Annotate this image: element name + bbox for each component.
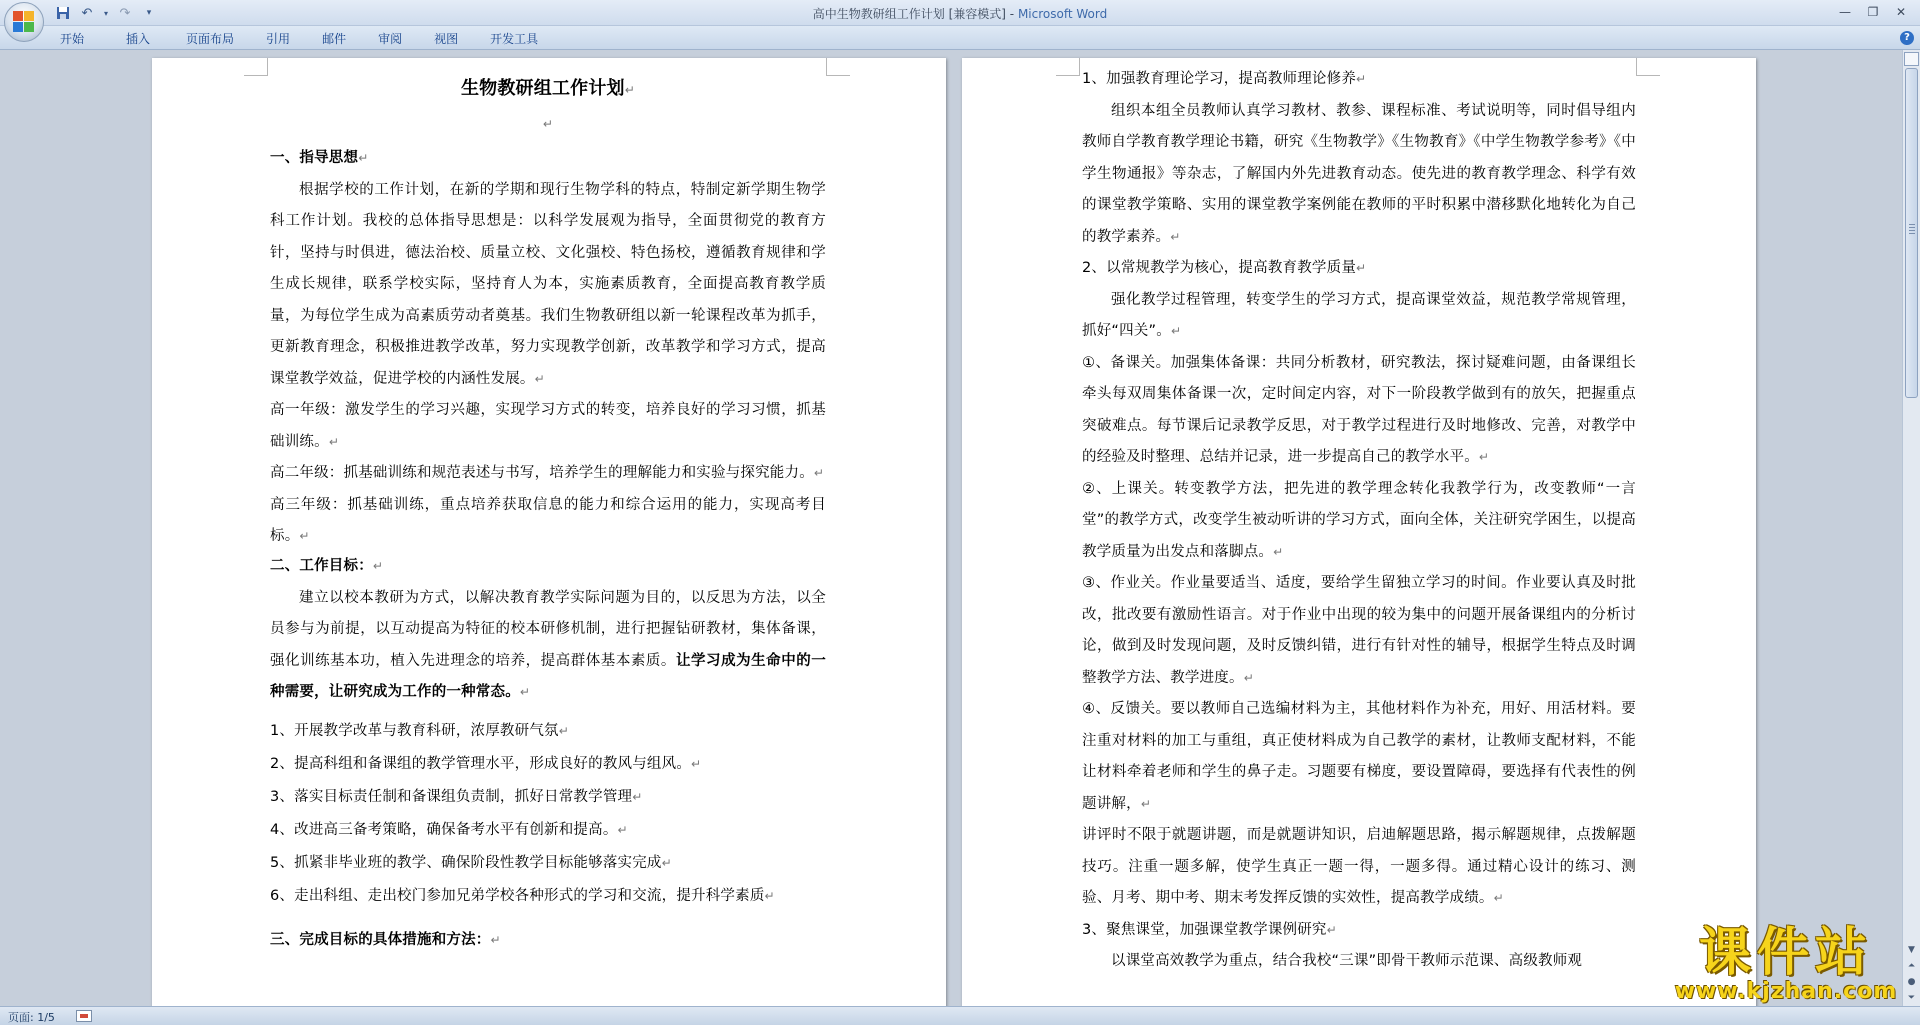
paragraph-mark: ↵	[764, 888, 775, 903]
empty-paragraph	[270, 105, 826, 143]
section-title: 3、聚焦课堂，加强课堂教学课例研究↵	[1082, 921, 1337, 938]
scrollbar-thumb[interactable]	[1905, 68, 1918, 398]
next-page-icon[interactable]: ⏷	[1907, 993, 1916, 1003]
scroll-down-arrow-icon[interactable]: ▼	[1908, 945, 1915, 955]
grip-icon	[1909, 224, 1915, 225]
paragraph-mark: ↵	[1170, 229, 1181, 244]
paragraph-mark: ↵	[534, 371, 545, 386]
goals-list	[270, 715, 826, 913]
paragraph-mark: ↵	[328, 434, 340, 449]
select-browse-object-icon[interactable]: ●	[1907, 977, 1916, 987]
ribbon-tabs	[48, 30, 564, 48]
tab-developer[interactable]: 开发工具	[490, 32, 539, 46]
watermark-logo	[1668, 923, 1904, 1004]
paragraph-mark: ↵	[558, 723, 569, 738]
tab-page-layout[interactable]: 页面布局	[186, 32, 235, 46]
dropdown-arrow-icon[interactable]: ▾	[103, 8, 108, 18]
paragraph: 以课堂高效教学为重点，结合我校“三课”即骨干教师示范课、高级教师观	[1111, 953, 1583, 969]
page-2[interactable]	[962, 58, 1756, 1006]
paragraph-grade-1: 高一年级：激发学生的学习兴趣，实现学习方式的转变，培养良好的学习习惯，抓基础训练。↵	[270, 402, 826, 450]
heading-measures: 三、完成目标的具体措施和方法：↵	[270, 931, 501, 948]
list-item: 2、提高科组和备课组的教学管理水平，形成良好的教风与组风。↵	[270, 755, 702, 772]
margin-corner-mark	[826, 58, 850, 76]
paragraph-mark: ↵	[624, 83, 636, 97]
page-1[interactable]	[152, 58, 946, 1006]
section-title: 1、加强教育理论学习，提高教师理论修养↵	[1082, 71, 1367, 87]
paragraph-guiding-thought: 根据学校的工作计划，在新的学期和现行生物学科的特点，特制定新学期生物学科工作计划。我校的总体指导思想是：以科学发展观为指导，全面贯彻党的教育方针，坚持与时俱进，德法治校、质量立校、文化强校、特色扬校，遵循教育规律和学生成长规律，联系学校实际，坚持育人为本，实施素质教育，全面提高教育教学质量，为每位学生成为高素质劳动者奠基。我们生物教研组以新一轮课程改革为抓手，更新教育理念，积极推进教学改革，努力实现教学创新，改革教学和学习方式，提高课堂教学效益，促进学校的内涵性发展。↵	[270, 181, 826, 387]
ribbon	[0, 26, 1920, 50]
paragraph-grade-3: 高三年级：抓基础训练，重点培养获取信息的能力和综合运用的能力，实现高考目标。↵	[270, 496, 826, 544]
paragraph-mark: ↵	[1326, 922, 1337, 937]
redo-icon[interactable]: ↷	[119, 5, 131, 21]
list-item: 6、走出科组、走出校门参加兄弟学校各种形式的学习和交流，提升科学素质↵	[270, 887, 775, 904]
undo-icon[interactable]: ↶	[81, 5, 93, 21]
page-2-content[interactable]	[1082, 64, 1636, 978]
help-icon[interactable]: ?	[1900, 31, 1914, 45]
paragraph-mark: ↵	[691, 756, 702, 771]
paragraph-mark: ↵	[1356, 261, 1367, 275]
paragraph-mark: ↵	[813, 466, 825, 480]
paragraph-mark: ↵	[358, 151, 369, 165]
tab-mailings[interactable]: 邮件	[322, 32, 347, 46]
section-title: 2、以常规教学为核心，提高教育教学质量↵	[1082, 260, 1367, 276]
watermark-text: 课件站	[1698, 923, 1873, 983]
paragraph-item-1: ①、备课关。加强集体备课：共同分析教材，研究教法，探讨疑难问题，由备课组长牵头每双周集体备课一次，定时间定内容，对下一阶段教学做到有的放矢，把握重点突破难点。每节课后记录教学反思，对于教学过程进行及时地修改、完善，对教学中的经验及时整理、总结并记录，进一步提高自己的教学水平。↵	[1082, 354, 1636, 465]
scroll-bottom-controls	[1903, 942, 1920, 1006]
tab-view[interactable]: 视图	[434, 32, 459, 46]
status-bar	[0, 1006, 1920, 1025]
heading-work-goals: 二、工作目标：↵	[270, 557, 384, 574]
tab-home[interactable]: 开始	[60, 32, 85, 46]
paragraph-mark: ↵	[1170, 324, 1182, 338]
paragraph-mark: ↵	[519, 685, 531, 699]
title-bar	[0, 0, 1920, 26]
ruler-toggle-icon[interactable]	[1904, 52, 1919, 66]
customize-icon[interactable]: ▾	[146, 8, 152, 18]
window-title	[0, 5, 1920, 22]
list-item: 4、改进高三备考策略，确保备考水平有创新和提高。↵	[270, 821, 628, 838]
paragraph-item-4: ④、反馈关。要以教师自己选编材料为主，其他材料作为补充，用好、用活材料。要注重对材料的加工与重组，真正使材料成为自己教学的素材，让教师支配材料，不能让材料牵着老师和学生的鼻子走。习题要有梯度，要设置障碍，要选择有代表性的例题讲解，↵	[1082, 701, 1636, 812]
paragraph: 强化教学过程管理，转变学生的学习方式，提高课堂效益，规范教学常规管理，抓好“四关”。↵	[1082, 291, 1636, 339]
list-item: 5、抓紧非毕业班的教学、确保阶段性教学目标能够落实完成↵	[270, 854, 672, 871]
restore-icon[interactable]: ❐	[1867, 5, 1879, 19]
paragraph-mark: ↵	[372, 558, 384, 573]
paragraph-mark: ↵	[617, 822, 628, 837]
paragraph-mark: ↵	[1273, 544, 1284, 559]
margin-corner-mark	[244, 58, 268, 76]
page-1-content[interactable]	[270, 68, 826, 956]
document-area[interactable]	[0, 50, 1902, 1006]
paragraph-mark: ↵	[661, 855, 672, 870]
previous-page-icon[interactable]: ⏶	[1907, 961, 1916, 971]
heading-guiding-thought: 一、指导思想↵	[270, 150, 369, 166]
close-icon[interactable]: ✕	[1895, 5, 1907, 19]
document-title: 生物教研组工作计划↵	[460, 78, 636, 99]
title-separator: -	[1005, 7, 1018, 21]
paragraph-mark: ↵	[1356, 72, 1367, 86]
margin-corner-mark	[1056, 58, 1080, 76]
vertical-scrollbar[interactable]	[1902, 50, 1920, 1006]
document-name: 高中生物教研组工作计划 [兼容模式]	[812, 7, 1006, 21]
paragraph-item-2: ②、上课关。转变教学方法，把先进的教学理念转化我教学行为，改变教师“一言堂”的教学方式，改变学生被动听讲的学习方式，面向全体，关注研究学困生，以提高教学质量为出发点和落脚点。↵	[1082, 480, 1636, 560]
paragraph: 组织本组全员教师认真学习教材、教参、课程标准、考试说明等，同时倡导组内教师自学教育教学理论书籍，研究《生物教学》《生物教育》《中学生物教学参考》《中学生物通报》等杂志，了解国内外先进教育动态。使先进的教育教学理念、科学有效的课堂教学策略、实用的课堂教学案例能在教师的平时积累中潜移默化地转化为自己的教学素养。↵	[1082, 102, 1636, 245]
paragraph-mark: ↵	[1478, 450, 1490, 464]
minimize-icon[interactable]: —	[1839, 5, 1851, 19]
paragraph-mark: ↵	[542, 117, 554, 131]
office-button[interactable]	[4, 2, 44, 42]
tab-review[interactable]: 审阅	[378, 32, 403, 46]
paragraph-item-3: ③、作业关。作业量要适当、适度，要给学生留独立学习的时间。作业要认真及时批改，批改要有激励性语言。对于作业中出现的较为集中的问题开展备课组内的分析讨论，做到及时发现问题，及时反馈纠错，进行有针对性的辅导，根据学生特点及时调整教学方法、教学进度。↵	[1082, 575, 1636, 686]
paragraph-item-4-continued: 讲评时不限于就题讲题，而是就题讲知识，启迪解题思路，揭示解题规律，点拨解题技巧。注重一题多解，使学生真正一题一得，一题多得。通过精心设计的练习、测验、月考、期中考、期末考发挥反馈的实效性，提高教学成绩。↵	[1082, 827, 1636, 906]
list-item: 1、开展教学改革与教育科研，浓厚教研气氛↵	[270, 722, 569, 739]
app-name: Microsoft Word	[1017, 7, 1108, 21]
paragraph-mark: ↵	[1493, 891, 1504, 905]
language-icon[interactable]	[76, 1010, 92, 1022]
window-controls	[1832, 2, 1914, 22]
watermark-url: www.kjzhan.com	[1674, 979, 1898, 1004]
paragraph-mark: ↵	[1140, 796, 1152, 811]
office-logo-icon	[13, 11, 35, 33]
list-item: 3、落实目标责任制和备课组负责制，抓好日常教学管理↵	[270, 788, 643, 805]
paragraph-mark: ↵	[632, 789, 643, 804]
page-count[interactable]: 页面: 1/5	[8, 1011, 55, 1024]
paragraph-mark: ↵	[299, 529, 310, 543]
paragraph-work-goals: 建立以校本教研为方式，以解决教育教学实际问题为目的，以反思为方法，以全员参与为前提，以互动提高为特征的校本研修机制，进行把握钻研教材，集体备课，强化训练基本功，植入先进理念的培养，提高群体基本素质。让学习成为生命中的一种需要，让研究成为工作的一种常态。↵	[270, 589, 826, 700]
margin-corner-mark	[1636, 58, 1660, 76]
paragraph-grade-2: 高二年级：抓基础训练和规范表述与书写，培养学生的理解能力和实验与探究能力。↵	[270, 465, 825, 481]
paragraph-mark: ↵	[1243, 670, 1254, 685]
tab-insert[interactable]: 插入	[126, 32, 151, 46]
paragraph-mark: ↵	[490, 932, 501, 947]
tab-references[interactable]: 引用	[266, 32, 291, 46]
